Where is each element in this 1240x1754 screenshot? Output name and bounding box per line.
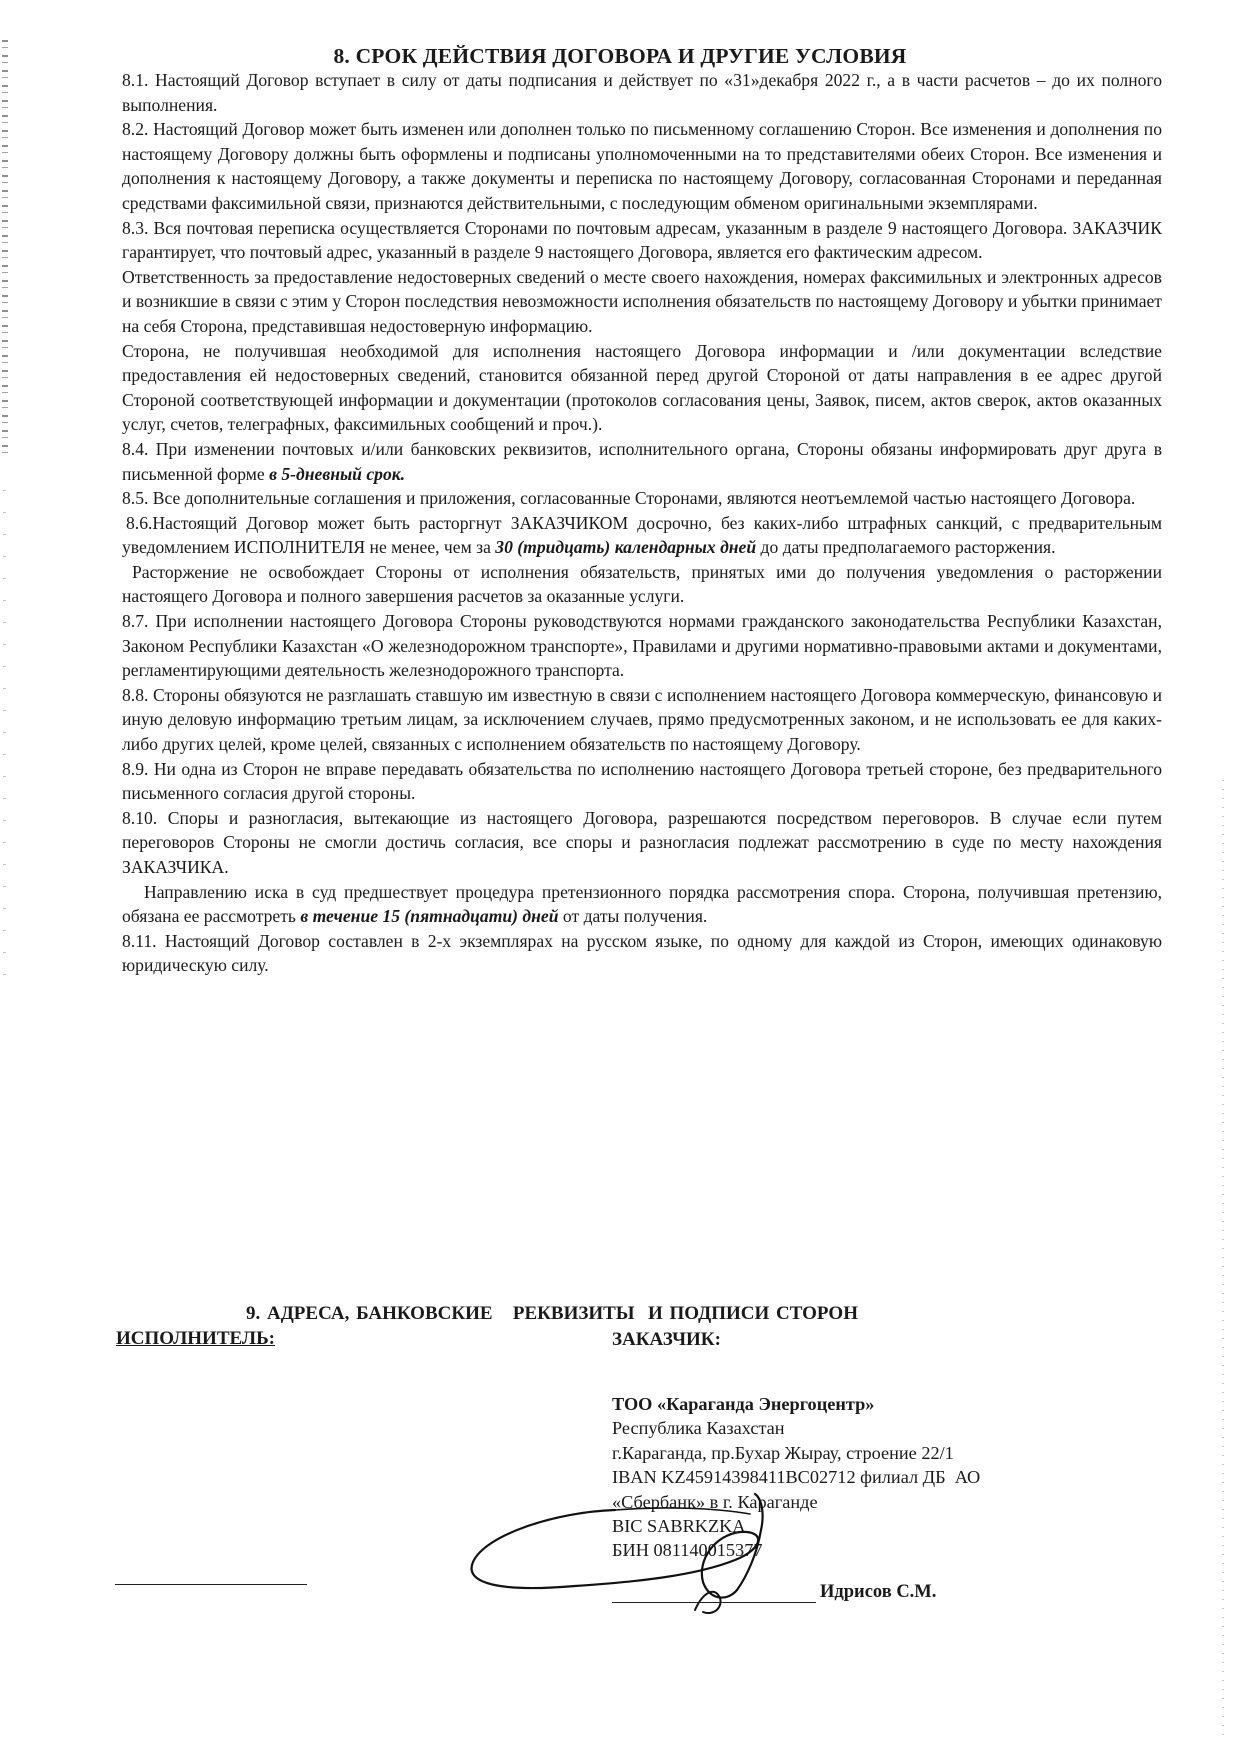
executor-signature-line — [115, 1584, 307, 1585]
scan-edge-artifact — [2, 40, 8, 460]
customer-address: г.Караганда, пр.Бухар Жырау, строение 22/1 — [612, 1442, 954, 1463]
customer-bank: «Сбербанк» в г. Караганде — [612, 1491, 818, 1512]
clause-8-10: 8.10. Споры и разногласия, вытекающие из настоящего Договора, разрешаются посредством переговоров. В случае если путем переговоров Стороны не смогли достичь согласия, все споры и разногласия подлежат рассмотрению в суде по месту нахождения ЗАКАЗЧИКА. — [122, 807, 1162, 877]
clause-8-7: 8.7. При исполнении настоящего Договора Стороны руководствуются нормами гражданского законодательства Республики Казахстан, Законом Республики Казахстан «О железнодорожном транспорте», Правилами и другими нормативно-правовыми актами и документами, регламентирующими деятельность железнодорожного транспорта. — [122, 611, 1162, 681]
clause-8-3-obligation: Сторона, не получившая необходимой для исполнения настоящего Договора информации и /или документации вследствие предоставления ей недостоверных сведений, становится обязанной перед другой Стороной от даты направления в ее адрес другой Стороной соответствующей информации и документации (протоколов согласования цены, Заявок, писем, актов сверок, актов оказанных услуг, счетов, телеграфных, факсимильных сообщений и проч.). — [122, 340, 1162, 435]
clause-8-9: 8.9. Ни одна из Сторон не вправе передавать обязательства по исполнению настоящего Договора третьей стороне, без предварительного письменного согласия другой стороны. — [122, 758, 1162, 804]
clause-8-8: 8.8. Стороны обязуются не разглашать ставшую им известную в связи с исполнением настоящего Договора коммерческую, финансовую и иную деловую информацию третьим лицам, за исключением случаев, прямо предусмотренных законом, и не использовать ее для каких-либо других целей, кроме целей, связанных с исполнением обязательств по настоящему Договору. — [122, 684, 1162, 755]
customer-signer-name: Идрисов С.М. — [820, 1582, 937, 1602]
clause-8-3: 8.3. Вся почтовая переписка осуществляется Сторонами по почтовым адресам, указанным в разделе 9 настоящего Договора. ЗАКАЗЧИК гарантирует, что почтовый адрес, указанный в разделе 9 настоящего Договора, является его фактическим адресом. — [122, 217, 1162, 263]
customer-iban: IBAN KZ45914398411BC02712 филиал ДБ АО — [612, 1467, 981, 1488]
section-8-body — [122, 68, 1162, 978]
clause-8-5: 8.5. Все дополнительные соглашения и приложения, согласованные Сторонами, являются неотъемлемой частью настоящего Договора. — [122, 488, 1136, 509]
customer-country: Республика Казахстан — [612, 1418, 785, 1439]
customer-bic: BIC SABRKZKA — [612, 1516, 746, 1537]
clause-8-6-text: 8.6.Настоящий Договор может быть расторгнут ЗАКАЗЧИКОМ досрочно, без каких-либо штрафных санкций, с предварительным уведомлением ИСПОЛНИТЕЛЯ не менее, чем за — [122, 512, 1162, 558]
scan-edge-artifact — [1222, 780, 1224, 1740]
clause-8-1: 8.1. Настоящий Договор вступает в силу от даты подписания и действует по «31»декабря 2022 г., а в части расчетов – до их полного выполнения. — [122, 70, 1162, 115]
clause-8-10-claim-text: Направлению иска в суд предшествует процедура претензионного порядка рассмотрения спора. Сторона, получившая претензию, обязана ее рассмотреть — [122, 881, 1162, 927]
section-9-title: 9. АДРЕСА, БАНКОВСКИЕ РЕКВИЗИТЫ И ПОДПИСИ СТОРОН — [246, 1303, 858, 1324]
signature-scrawl — [465, 1490, 845, 1620]
clause-8-4 — [122, 437, 1162, 486]
clause-8-3-responsibility: Ответственность за предоставление недостоверных сведений о месте своего нахождения, номерах факсимильных и электронных адресов и возникшие в связи с этим у Сторон последствия невозможности исполнения обязательств по настоящему Договору и убытки принимает на себя Сторона, представившая недостоверную информацию. — [122, 266, 1162, 336]
clause-8-11: 8.11. Настоящий Договор составлен в 2-х экземплярах на русском языке, по одному для каждой из Сторон, имеющих одинаковую юридическую силу. — [122, 930, 1162, 976]
executor-label: ИСПОЛНИТЕЛЬ: — [116, 1328, 275, 1349]
section-8-heading: 8. СРОК ДЕЙСТВИЯ ДОГОВОРА И ДРУГИЕ УСЛОВИЯ — [333, 44, 907, 68]
customer-org: ТОО «Караганда Энергоцентр» — [612, 1394, 875, 1414]
clause-8-6-end: до даты предполагаемого расторжения. — [756, 537, 1056, 558]
customer-bin: БИН 081140015377 — [612, 1540, 763, 1561]
scan-edge-artifact — [3, 490, 6, 990]
clause-8-10-claim-end: от даты получения. — [558, 906, 708, 927]
customer-signature-line — [612, 1602, 816, 1603]
clause-8-2: 8.2. Настоящий Договор может быть изменен или дополнен только по письменному соглашению Сторон. Все изменения и дополнения по настоящему Договору должны быть оформлены и подписаны уполномоченными на то представителями обеих Сторон. Все изменения и дополнения к настоящему Договору, а также документы и переписка по настоящему Договору, согласованная Сторонами и переданная средствами факсимильной связи, признаются действительными, с последующим обменом оригинальными экземплярами. — [122, 119, 1162, 213]
clause-8-10-claim — [122, 880, 1162, 929]
clause-8-6-term: 30 (тридцать) календарных дней — [495, 537, 757, 558]
clause-8-10-term: в течение 15 (пятнадцати) дней — [300, 906, 559, 927]
clause-8-4-text: 8.4. При изменении почтовых и/или банковских реквизитов, исполнительного органа, Стороны обязаны информировать друг друга в письменной форме — [122, 438, 1162, 484]
customer-label: ЗАКАЗЧИК: — [612, 1329, 721, 1350]
clause-8-6 — [122, 511, 1162, 560]
clause-8-6-termination: Расторжение не освобождает Стороны от исполнения обязательств, принятых ими до получения уведомления о расторжении настоящего Договора и полного завершения расчетов за оказанные услуги. — [122, 561, 1162, 607]
clause-8-4-term: в 5-дневный срок. — [269, 463, 406, 484]
